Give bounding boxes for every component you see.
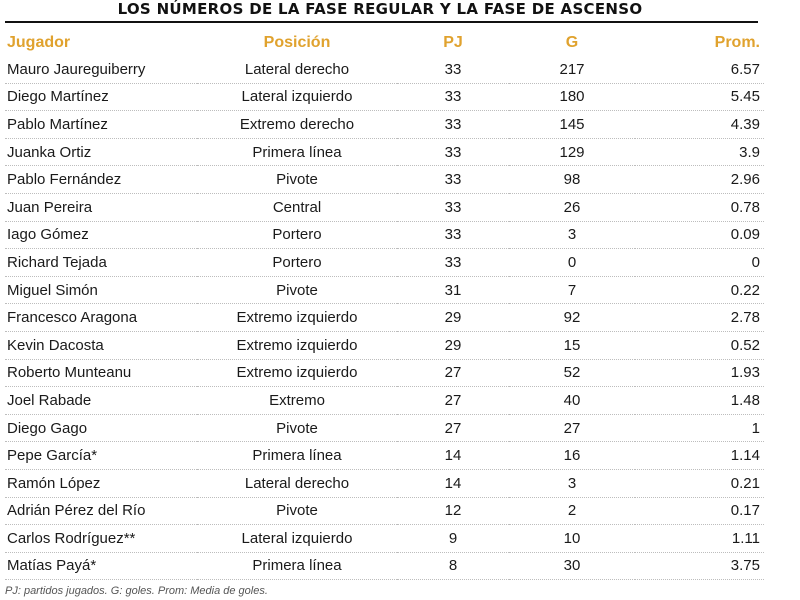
cell-player: Carlos Rodríguez** — [5, 525, 197, 553]
cell-average: 1.93 — [635, 359, 764, 387]
cell-pj: 14 — [397, 442, 509, 470]
cell-goals: 3 — [509, 469, 635, 497]
cell-position: Extremo izquierdo — [197, 331, 397, 359]
table-row — [5, 552, 764, 580]
header-prom: Prom. — [714, 34, 760, 51]
header-jugador: Jugador — [7, 34, 71, 51]
table-row — [5, 442, 764, 470]
cell-position: Primera línea — [197, 552, 397, 580]
cell-average: 0.78 — [635, 193, 764, 221]
cell-position: Portero — [197, 221, 397, 249]
cell-goals: 27 — [509, 414, 635, 442]
cell-player: Pablo Fernández — [5, 166, 197, 194]
cell-pj: 33 — [397, 221, 509, 249]
cell-average: 3.9 — [635, 138, 764, 166]
cell-position: Pivote — [197, 276, 397, 304]
cell-goals: 145 — [509, 111, 635, 139]
cell-pj: 33 — [397, 193, 509, 221]
cell-position: Lateral derecho — [197, 56, 397, 83]
cell-goals: 10 — [509, 525, 635, 553]
table-row — [5, 276, 764, 304]
header-pj: PJ — [443, 34, 463, 51]
cell-average: 5.45 — [635, 83, 764, 111]
cell-average: 0.21 — [635, 469, 764, 497]
table-title: LOS NÚMEROS DE LA FASE REGULAR Y LA FASE DE ASCENSO — [117, 0, 643, 18]
table-row — [5, 249, 764, 277]
cell-player: Diego Gago — [5, 414, 197, 442]
footnote: PJ: partidos jugados. G: goles. Prom: Media de goles. — [5, 585, 268, 597]
table-row — [5, 359, 764, 387]
cell-position: Pivote — [197, 497, 397, 525]
cell-position: Lateral izquierdo — [197, 83, 397, 111]
cell-pj: 33 — [397, 83, 509, 111]
table-body — [5, 56, 764, 580]
table-row — [5, 138, 764, 166]
cell-goals: 92 — [509, 304, 635, 332]
cell-position: Extremo izquierdo — [197, 359, 397, 387]
cell-pj: 33 — [397, 56, 509, 83]
cell-pj: 33 — [397, 166, 509, 194]
cell-player: Juanka Ortiz — [5, 138, 197, 166]
cell-goals: 129 — [509, 138, 635, 166]
cell-average: 1 — [635, 414, 764, 442]
stats-table — [5, 30, 764, 580]
cell-goals: 40 — [509, 387, 635, 415]
cell-average: 0.17 — [635, 497, 764, 525]
cell-player: Iago Gómez — [5, 221, 197, 249]
cell-pj: 33 — [397, 249, 509, 277]
table-row — [5, 525, 764, 553]
cell-goals: 0 — [509, 249, 635, 277]
table-row — [5, 497, 764, 525]
cell-goals: 16 — [509, 442, 635, 470]
cell-average: 2.78 — [635, 304, 764, 332]
table-row — [5, 111, 764, 139]
cell-goals: 217 — [509, 56, 635, 83]
cell-player: Ramón López — [5, 469, 197, 497]
cell-player: Francesco Aragona — [5, 304, 197, 332]
cell-player: Miguel Simón — [5, 276, 197, 304]
cell-pj: 14 — [397, 469, 509, 497]
header-g: G — [565, 34, 579, 51]
table-row — [5, 193, 764, 221]
table-row — [5, 387, 764, 415]
cell-goals: 2 — [509, 497, 635, 525]
cell-average: 0.52 — [635, 331, 764, 359]
cell-pj: 27 — [397, 414, 509, 442]
table-row — [5, 414, 764, 442]
cell-average: 1.48 — [635, 387, 764, 415]
cell-player: Pablo Martínez — [5, 111, 197, 139]
cell-position: Portero — [197, 249, 397, 277]
table-row — [5, 221, 764, 249]
cell-pj: 27 — [397, 387, 509, 415]
cell-goals: 15 — [509, 331, 635, 359]
cell-player: Mauro Jaureguiberry — [5, 56, 197, 83]
cell-goals: 7 — [509, 276, 635, 304]
cell-goals: 52 — [509, 359, 635, 387]
cell-player: Adrián Pérez del Río — [5, 497, 197, 525]
cell-average: 4.39 — [635, 111, 764, 139]
cell-pj: 8 — [397, 552, 509, 580]
cell-position: Extremo derecho — [197, 111, 397, 139]
cell-pj: 29 — [397, 331, 509, 359]
cell-player: Joel Rabade — [5, 387, 197, 415]
cell-position: Extremo izquierdo — [197, 304, 397, 332]
cell-position: Central — [197, 193, 397, 221]
header-row — [5, 30, 764, 56]
table-row — [5, 304, 764, 332]
table-row — [5, 469, 764, 497]
cell-player: Roberto Munteanu — [5, 359, 197, 387]
cell-position: Pivote — [197, 166, 397, 194]
cell-position: Primera línea — [197, 442, 397, 470]
cell-pj: 12 — [397, 497, 509, 525]
cell-pj: 33 — [397, 111, 509, 139]
cell-average: 1.14 — [635, 442, 764, 470]
cell-player: Kevin Dacosta — [5, 331, 197, 359]
table-row — [5, 166, 764, 194]
cell-average: 0 — [635, 249, 764, 277]
cell-average: 0.09 — [635, 221, 764, 249]
cell-player: Richard Tejada — [5, 249, 197, 277]
table-row — [5, 56, 764, 83]
cell-player: Diego Martínez — [5, 83, 197, 111]
cell-average: 3.75 — [635, 552, 764, 580]
cell-goals: 98 — [509, 166, 635, 194]
cell-average: 2.96 — [635, 166, 764, 194]
cell-average: 6.57 — [635, 56, 764, 83]
cell-pj: 33 — [397, 138, 509, 166]
cell-position: Extremo — [197, 387, 397, 415]
cell-position: Primera línea — [197, 138, 397, 166]
cell-goals: 3 — [509, 221, 635, 249]
cell-pj: 29 — [397, 304, 509, 332]
cell-player: Juan Pereira — [5, 193, 197, 221]
cell-position: Lateral derecho — [197, 469, 397, 497]
cell-pj: 9 — [397, 525, 509, 553]
title-underline — [5, 21, 758, 23]
table-row — [5, 331, 764, 359]
cell-pj: 27 — [397, 359, 509, 387]
cell-goals: 180 — [509, 83, 635, 111]
cell-position: Pivote — [197, 414, 397, 442]
cell-goals: 26 — [509, 193, 635, 221]
table-row — [5, 83, 764, 111]
cell-player: Matías Payá* — [5, 552, 197, 580]
cell-goals: 30 — [509, 552, 635, 580]
header-posicion: Posición — [263, 34, 331, 51]
cell-player: Pepe García* — [5, 442, 197, 470]
cell-position: Lateral izquierdo — [197, 525, 397, 553]
cell-average: 0.22 — [635, 276, 764, 304]
cell-average: 1.11 — [635, 525, 764, 553]
cell-pj: 31 — [397, 276, 509, 304]
